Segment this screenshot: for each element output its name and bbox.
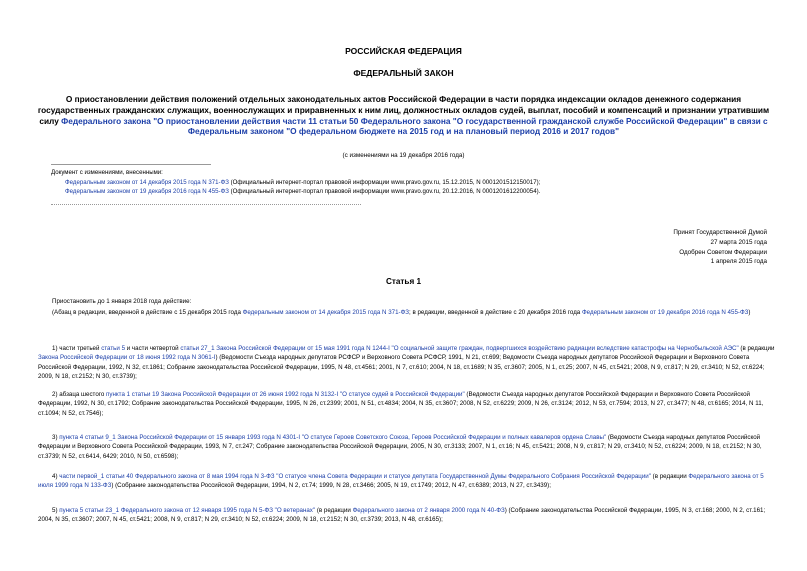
document-country: РОССИЙСКАЯ ФЕДЕРАЦИЯ: [345, 46, 462, 56]
law-link-4301[interactable]: пункта 4 статьи 9_1 Закона Российской Федерации от 15 января 1993 года N 4301-I "О статусе Героев Советского Союза, Героев Российской Федерации и полных кавалеров ордена Славы": [59, 434, 607, 441]
heading-law-link[interactable]: Федерального закона "О приостановлении действия части 11 статьи 50 Федерального закона "О государственной гражданской службе Российской Федерации" в связи с Федеральным законом "О федеральном бюджете на 2015 год и на плановый период 2016 и 2017 годов": [61, 115, 768, 137]
article-item-3: [38, 433, 777, 461]
change-source-text: (Официальный интернет-портал правовой информации www.pravo.gov.ru, 15.12.2015, N 0001201512150017);: [228, 178, 541, 186]
law-link-133fz[interactable]: Федерального закона от 5 июля 1999 года N 133-ФЗ: [38, 473, 764, 490]
change-law-link-371[interactable]: Федеральным законом от 14 декабря 2015 года N 371-ФЗ: [65, 178, 229, 186]
changes-item: [51, 178, 671, 188]
item-text: ) (Ведомости Съезда народных депутатов РСФСР и Верховного Совета РСФСР, 1991, N 21, ст.699; Ведомости Съезда народных депутатов Российской Федерации и Верховного Совета Российской Федерации, 1992, N 32, ст.1861; Собрание законодательства Российской Федерации, 1995, N 48, ст.4561; 2001, N 7, ст.610; 2004, N 18, ст.1689; N 35, ст.3607; 2005, N 1, ст.25; 2007, N 45, ст.5421; 2008, N 9, ст.817; N 29, ст.3410; N 52, ст.6224; 2009, N 18, ст.2152; N 30, ст.3739);: [38, 354, 765, 381]
acceptance-block: [560, 228, 767, 267]
approved-federation-council: Одобрен Советом Федерации: [679, 248, 767, 256]
article-item-2: [38, 390, 777, 418]
edit-note-link-455[interactable]: Федеральным законом от 19 декабря 2016 года N 455-ФЗ: [581, 309, 749, 316]
approved-federation-council-date: 1 апреля 2015 года: [710, 258, 767, 266]
item-text: 4): [52, 473, 60, 480]
law-link-article-5[interactable]: статьи 5: [101, 345, 126, 352]
article-title: Статья 1: [385, 277, 422, 286]
item-text: (Ведомости Съезда народных депутатов Российской Федерации и Верховного Совета Российской Федерации, 1992, N 30, ст.1792; Собрание законодательства Российской Федерации, 1995, N 26, ст.2399; 2001, N 51, ст.4834; 2004, N 35, ст.3607; 2008, N 52, ст.6229; 2009, N 26, ст.3124; 2012, N 53, ст.7594; 2013, N 27, ст.3477; N 48, ст.6165; 2014, N 11, ст.1094; N 52, ст.7546);: [38, 391, 764, 417]
law-link-3061[interactable]: Закона Российской Федерации от 18 июня 1992 года N 3061-I: [38, 354, 216, 362]
changes-intro: Документ с изменениями, внесенными:: [51, 169, 163, 176]
edit-note-text: ; в редакции, введенной в действие с 20 декабря 2016 года: [409, 309, 582, 316]
article-item-1: [38, 344, 777, 382]
item-text: и части четвертой: [125, 345, 181, 352]
document-heading: [30, 94, 777, 137]
changes-note: (с изменениями на 19 декабря 2016 года): [342, 152, 465, 159]
document-type: ФЕДЕРАЛЬНЫЙ ЗАКОН: [353, 68, 454, 78]
changes-list: [51, 168, 671, 197]
article-intro-text: Приостановить до 1 января 2018 года действие:: [52, 298, 192, 305]
article-item-5: [38, 506, 777, 525]
law-link-5fz[interactable]: пункта 5 статьи 23_1 Федерального закона от 12 января 1995 года N 5-ФЗ "О ветеранах": [59, 507, 316, 514]
divider-top: [51, 164, 211, 165]
divider-bottom: [51, 204, 361, 205]
change-source-text: (Официальный интернет-портал правовой информации www.pravo.gov.ru, 20.12.2016, N 0001201612200054).: [228, 188, 541, 196]
changes-item: [51, 187, 671, 197]
item-text: ) (Собрание законодательства Российской Федерации, 1995, N 3, ст.168; 2000, N 2, ст.161; 2004, N 35, ст.3607; 2007, N 45, ст.5421; 2008, N 9, ст.817; N 29, ст.3410; N 52, ст.6224; 2009, N 18, ст.2152; N 30, ст.3739; 2013, N 48, ст.6165);: [38, 507, 766, 524]
edit-note-link-371[interactable]: Федеральным законом от 14 декабря 2015 года N 371-ФЗ: [242, 309, 410, 316]
edit-note-text: (Абзац в редакции, введенной в действие с 15 декабря 2015 года: [52, 309, 243, 316]
change-law-link-455[interactable]: Федеральным законом от 19 декабря 2016 года N 455-ФЗ: [65, 188, 229, 196]
heading-text: О приостановлении действия положений отдельных законодательных актов Российской Федерации в части порядка индексации окладов денежного содержания государственных гражданских служащих, военнослужащих и приравненных к ним лиц, должностных окладов судей, выплат, пособий и компенсаций и признании утратившим силу: [37, 94, 770, 126]
law-link-1244[interactable]: статьи 27_1 Закона Российской Федерации от 15 мая 1991 года N 1244-I "О социальной защите граждан, подвергшихся воздействию радиации вследствие катастрофы на Чернобыльской АЭС": [180, 345, 739, 352]
item-text: 1) части третьей: [52, 345, 102, 352]
item-text: 3): [52, 434, 60, 441]
article-edit-note: [38, 308, 777, 317]
law-link-40fz[interactable]: Федерального закона от 2 января 2000 года N 40-ФЗ: [352, 507, 505, 514]
article-item-4: [38, 472, 777, 491]
item-text: 5): [52, 507, 60, 514]
edit-note-text: ): [748, 309, 751, 316]
item-text: (в редакции: [738, 345, 775, 352]
item-text: (в редакции: [315, 507, 353, 514]
law-link-3fz[interactable]: части первой_1 статьи 40 Федерального закона от 8 мая 1994 года N 3-ФЗ "О статусе члена Совета Федерации и статусе депутата Государственной Думы Федерального Собрания Российской Федерации": [59, 473, 651, 480]
item-text: 2) абзаца шестого: [52, 391, 107, 398]
article-intro: [38, 297, 777, 306]
item-text: (Ведомости Съезда народных депутатов Российской Федерации и Верховного Совета Российской Федерации, 1993, N 7, ст.247; Собрание законодательства Российской Федерации, 2005, N 30, ст.3133; 2007, N 1, ст.16; N 45, ст.5421; 2008, N 9, ст.817; N 29, ст.3410; N 52, ст.6224; 2009, N 18, ст.2152; N 30, ст.3739; N 52, ст.6414, 6429; 2010, N 50, ст.6598);: [38, 434, 762, 460]
item-text: ) (Собрание законодательства Российской Федерации, 1994, N 2, ст.74; 1999, N 28, ст.3466; 2005, N 19, ст.1749; 2012, N 47, ст.6389; 2013, N 27, ст.3439);: [111, 482, 551, 490]
accepted-duma: Принят Государственной Думой: [673, 229, 767, 236]
law-link-3132[interactable]: пункта 1 статьи 19 Закона Российской Федерации от 26 июня 1992 года N 3132-I "О статусе судей в Российской Федерации": [106, 391, 465, 398]
accepted-duma-date: 27 марта 2015 года: [710, 238, 767, 246]
item-text: (в редакции: [650, 473, 689, 480]
